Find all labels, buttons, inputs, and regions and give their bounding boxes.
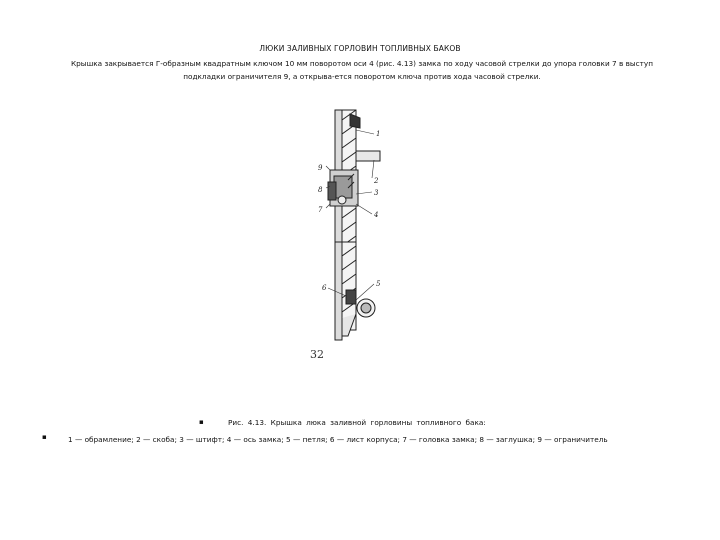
figure-label-5: 5 [376,280,381,288]
figure-caption-title [200,418,680,427]
bullet-icon: ▪ [42,433,47,441]
fuel-tank-hatch-drawing [290,100,410,370]
figure-label-4: 4 [374,211,379,219]
figure-label-1: 1 [376,130,381,138]
lower-assembly [335,242,375,340]
intro-paragraph: Крышка закрывается Г-образным квадратным ключом 10 мм поворотом оси 4 (рис. 4.13) замка по ходу часовой стрелки до упора головки 7 в выступ подкладки ограничителя 9, а открыва-ется поворотом ключа против хода часовой стрелки. [71,59,653,81]
figure-label-2: 2 [374,177,379,185]
bullet-icon: ▪ [199,418,204,426]
slide-title: ЛЮКИ ЗАЛИВНЫХ ГОРЛОВИН ТОПЛИВНЫХ БАКОВ [259,44,461,53]
figure-label-6: 6 [322,284,327,292]
figure-label-8: 8 [318,186,323,194]
figure-caption-legend: 1 — обрамление; 2 — скоба; 3 — штифт; 4 — ось замка; 5 — петля; 6 — лист корпуса; 7 — головка замка; 8 — заглушка; 9 — ограничитель [68,435,608,444]
figure-label-9: 9 [318,164,323,172]
figure-label-7: 7 [318,206,323,214]
caption-title-text: Рис. 4.13. Крышка люка заливной горловины топливного бака: [228,418,486,427]
figure-number: 32 [310,348,324,361]
upper-assembly [328,110,380,252]
figure-label-3: 3 [374,189,379,197]
